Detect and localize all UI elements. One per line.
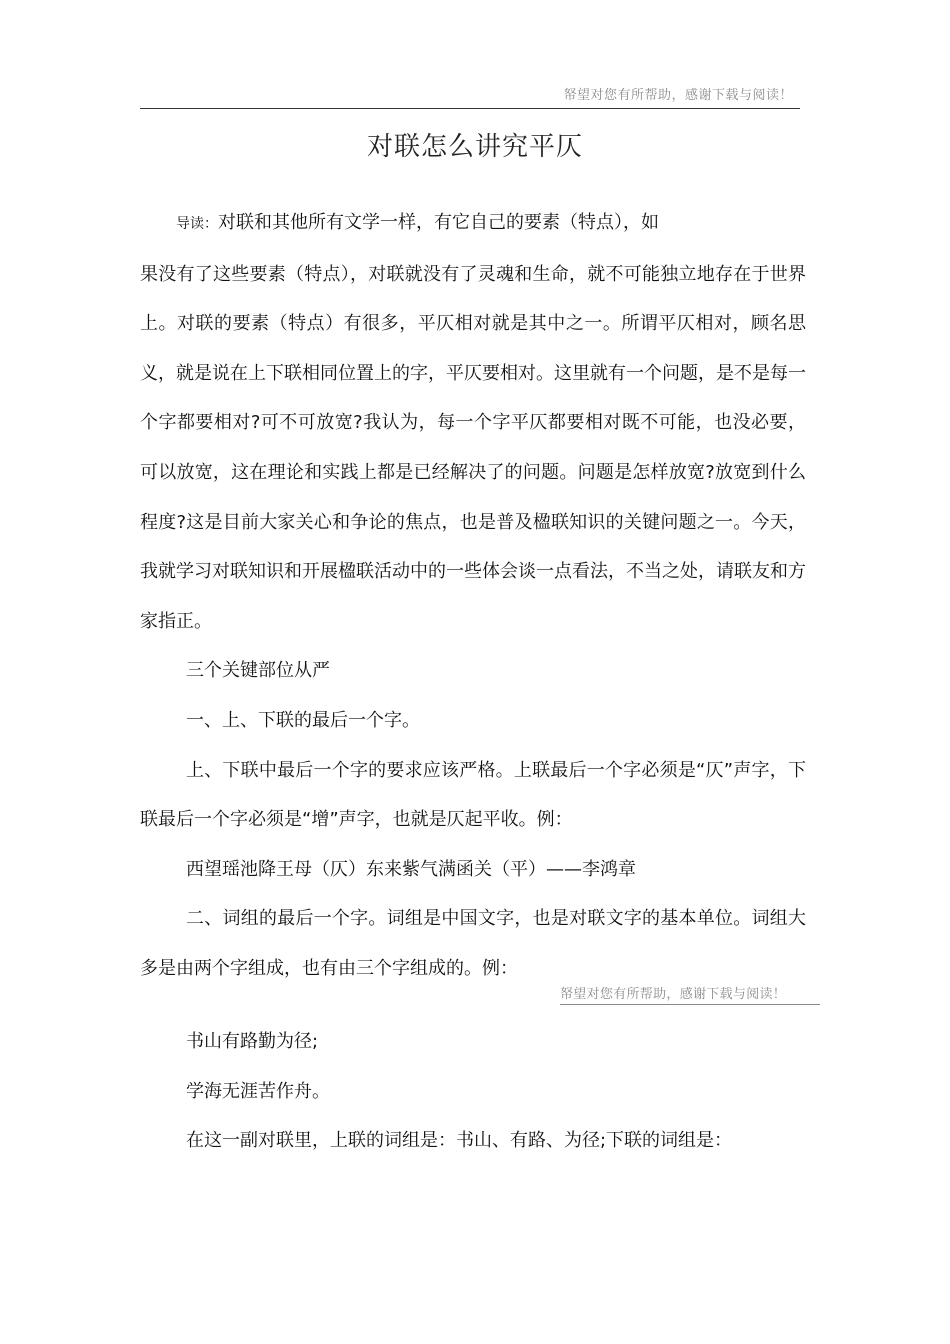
couplet-line-2: 学海无涯苦作舟。 <box>186 1080 330 1102</box>
point1-body: 上、下联中最后一个字的要求应该严格。上联最后一个字必须是“仄”声字，下联最后一个字必须是“增”声字，也就是仄起平收。例： <box>140 759 806 831</box>
intro-label: 导读： <box>176 216 218 232</box>
point2-body: 二、词组的最后一个字。词组是中国文字，也是对联文字的基本单位。词组大多是由两个字组成，也有由三个字组成的。例： <box>140 908 806 979</box>
page-title: 对联怎么讲究平仄 <box>366 132 583 162</box>
intro-paragraph <box>140 198 806 250</box>
header-note: 帑望对您有所帮助，感谢下载与阅读！ <box>563 88 793 103</box>
header-divider <box>140 108 800 109</box>
body-text-upper <box>140 198 806 994</box>
analysis-paragraph: 在这一副对联里，上联的词组是：书山、有路、为径;下联的词组是： <box>186 1130 733 1152</box>
footer-note: 帑望对您有所帮助，感谢下载与阅读！ <box>560 986 820 1005</box>
couplet-line-1: 书山有路勤为径; <box>186 1031 319 1052</box>
point1-heading: 一、上、下联的最后一个字。 <box>186 709 420 731</box>
body-text-lower <box>140 1017 806 1166</box>
section-heading: 三个关键部位从严 <box>186 660 330 682</box>
intro-continuation: 果没有了这些要素（特点），对联就没有了灵魂和生命，就不可能独立地存在于世界上。对联的要素（特点）有很多，平仄相对就是其中之一。所谓平仄相对，顾名思义，就是说在上下联相同位置上的字，平仄要相对。这里就有一个问题，是不是每一个字都要相对?可不可放宽?我认为，每一个字平仄都要相对既不可能，也没必要，可以放宽，这在理论和实践上都是已经解决了的问题。问题是怎样放宽?放宽到什么程度?这是目前大家关心和争论的焦点，也是普及楹联知识的关键问题之一。今天，我就学习对联知识和开展楹联活动中的一些体会谈一点看法，不当之处，请联友和方家指正。 <box>140 263 806 632</box>
intro-line1: 对联和其他所有文学一样，有它自己的要素（特点），如 <box>218 212 659 233</box>
example-couplet: 西望瑶池降王母（仄）东来紫气满函关（平）——李鸿章 <box>186 858 636 880</box>
